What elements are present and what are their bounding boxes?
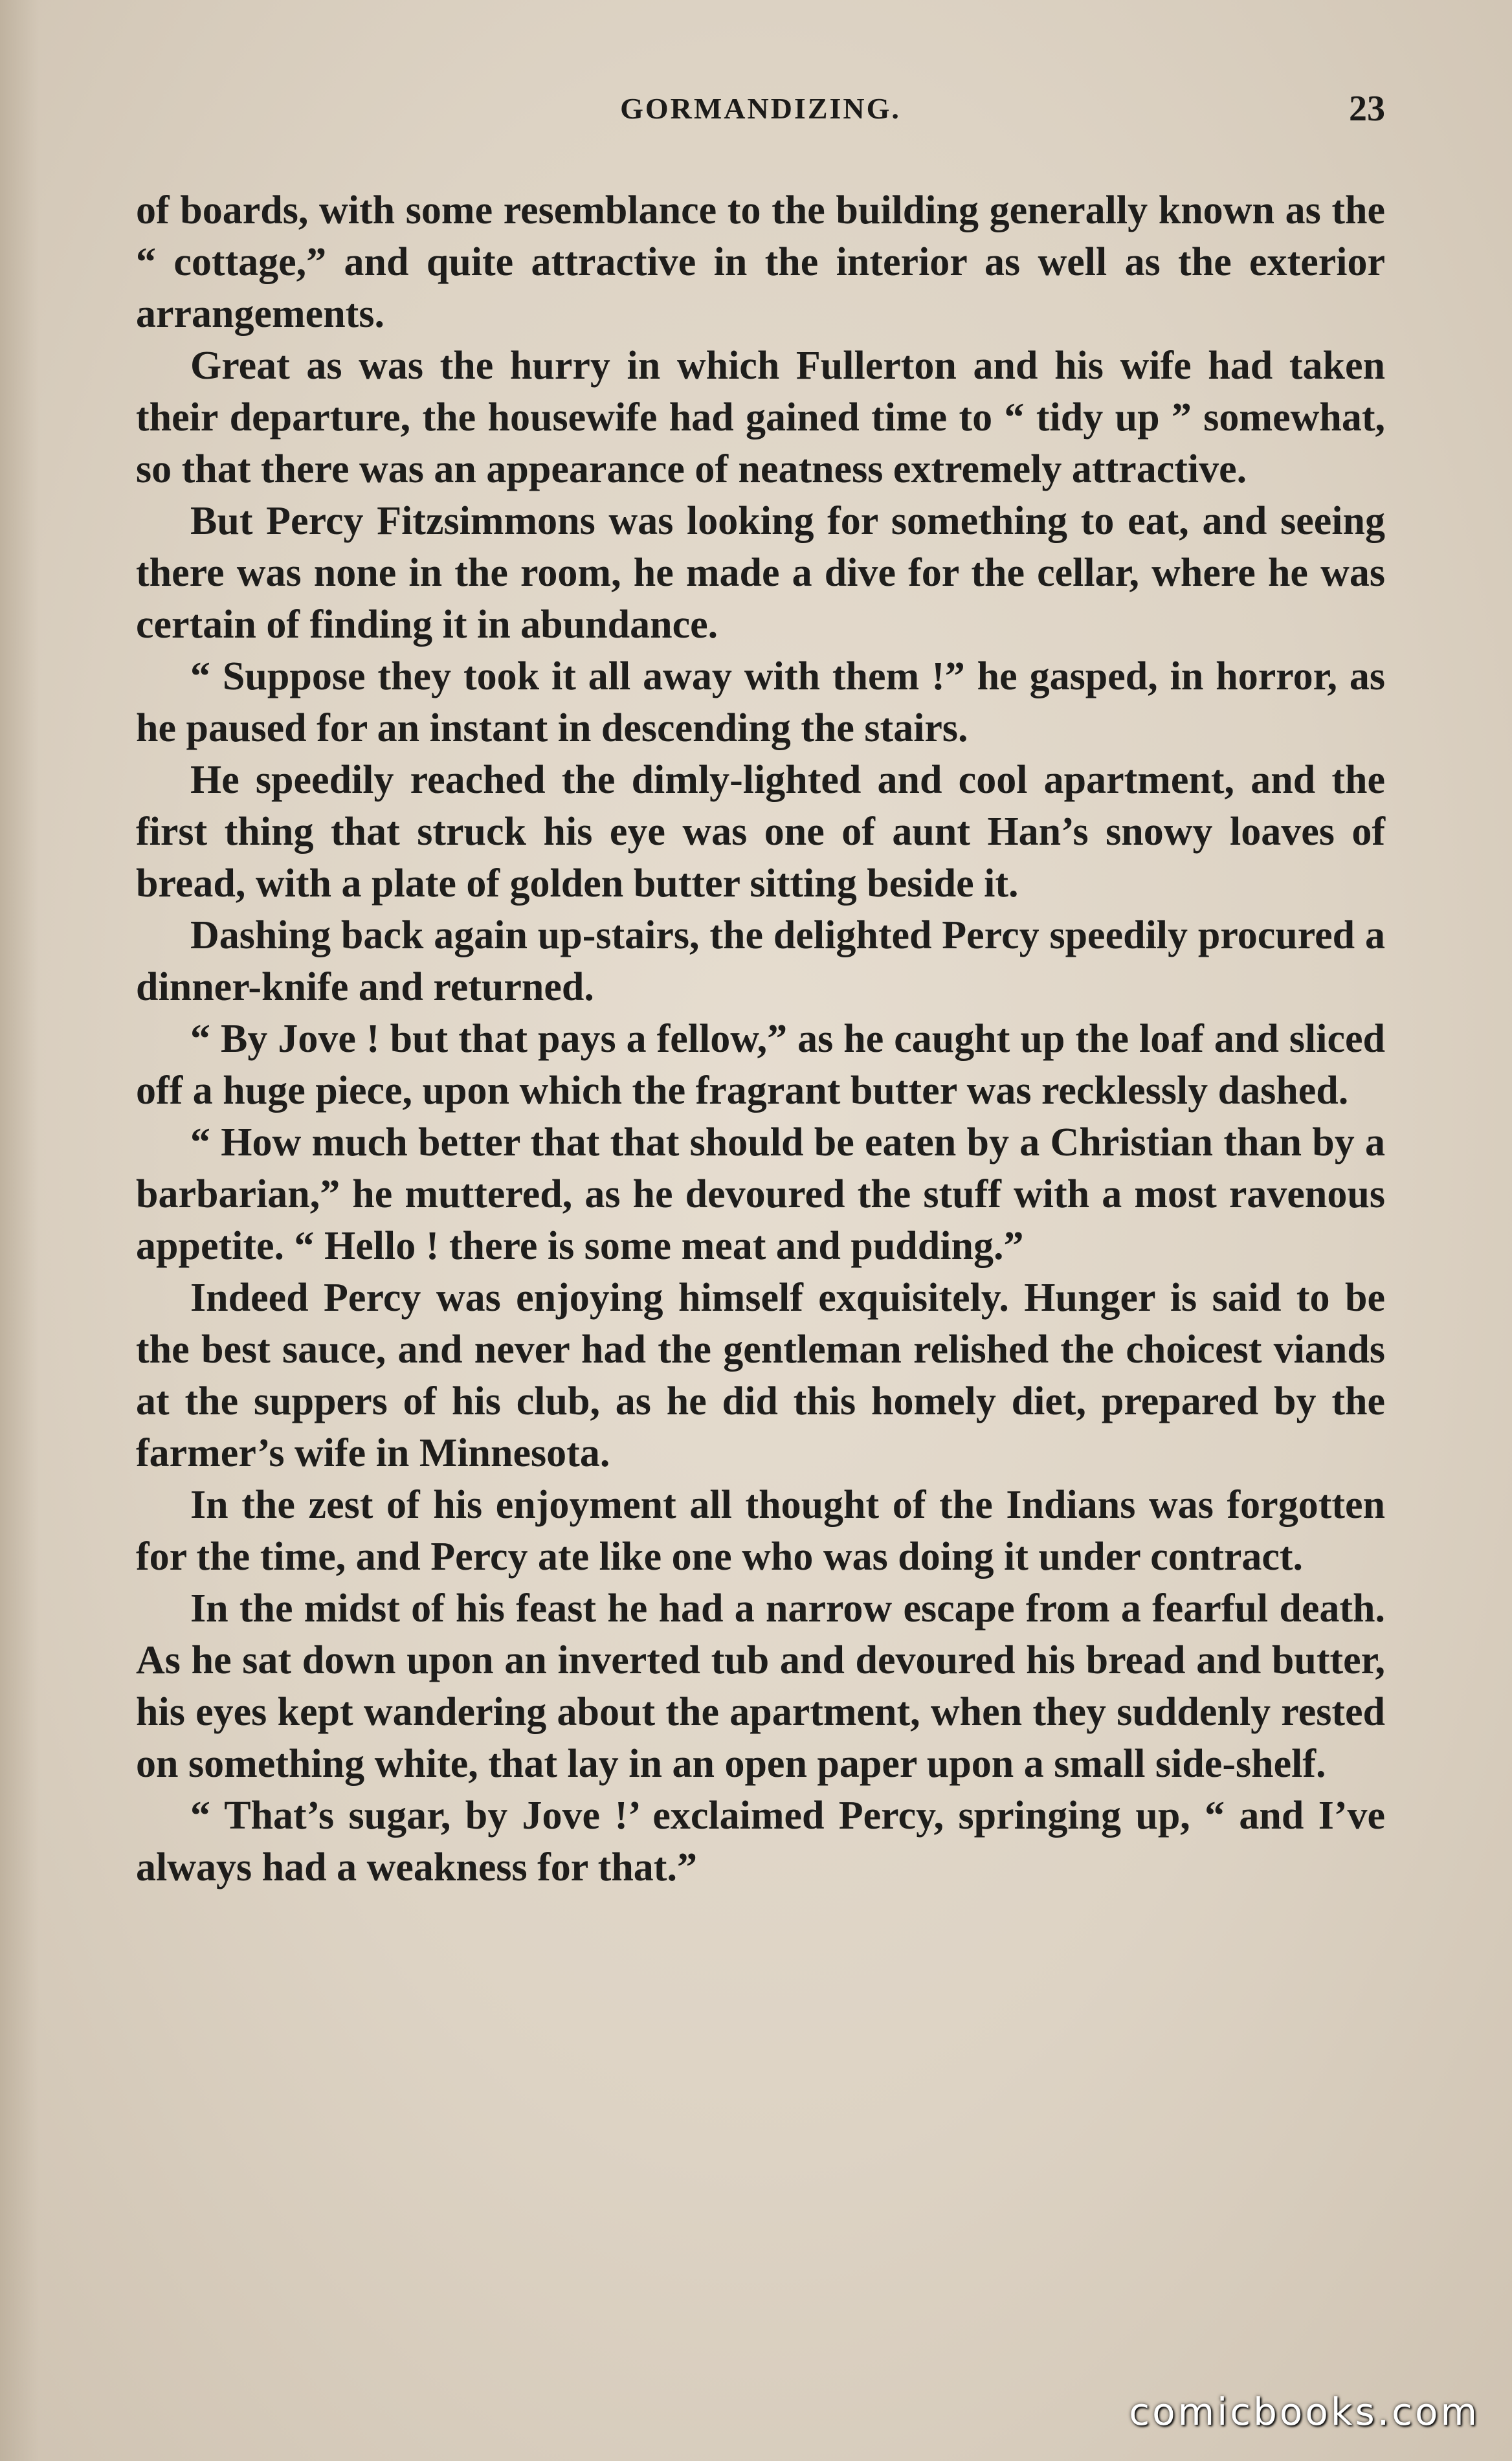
page-edge-shadow: [0, 0, 39, 2461]
paragraph-1: of boards, with some resemblance to the building generally known as the “ cottage,” and quite attractive in the interior as well as the exterior arrangements.: [136, 188, 1385, 336]
paragraph-7: “ By Jove ! but that pays a fellow,” as he caught up the loaf and sliced off a huge piece, upon which the fragrant butter was recklessly dashed.: [136, 1017, 1385, 1113]
paragraph-4: “ Suppose they took it all away with them !” he gasped, in horror, as he paused for an instant in descending the stairs.: [136, 654, 1385, 750]
site-watermark: comicbooks.com: [1129, 2390, 1480, 2434]
paragraph-3: But Percy Fitzsimmons was looking for something to eat, and seeing there was none in the room, he made a dive for the cellar, where he was certain of finding it in abundance.: [136, 499, 1385, 647]
paragraph-8: “ How much better that that should be eaten by a Christian than by a barbarian,” he muttered, as he devoured the stuff with a most ravenous appetite. “ Hello ! there is some meat and pudding.”: [136, 1120, 1385, 1268]
paragraph-2: Great as was the hurry in which Fullerton and his wife had taken their departure, the housewife had gained time to “ tidy up ” somewhat, so that there was an appearance of neatness extremely attractive.: [136, 344, 1385, 491]
body-text: [136, 184, 1385, 1893]
running-title: GORMANDIZING.: [620, 92, 901, 125]
paragraph-10: In the zest of his enjoyment all thought of the Indians was forgotten for the time, and Percy ate like one who was doing it under contract.: [136, 1483, 1385, 1579]
page-number: 23: [1349, 89, 1385, 129]
paragraph-9: Indeed Percy was enjoying himself exquisitely. Hunger is said to be the best sauce, and never had the gentleman relished the choicest viands at the suppers of his club, as he did this homely diet, prepared by the farmer’s wife in Minnesota.: [136, 1276, 1385, 1475]
paragraph-12: “ That’s sugar, by Jove !’ exclaimed Percy, springing up, “ and I’ve always had a weakness for that.”: [136, 1794, 1385, 1889]
paragraph-6: Dashing back again up-stairs, the delighted Percy speedily procured a dinner-knife and returned.: [136, 913, 1385, 1009]
paragraph-11: In the midst of his feast he had a narrow escape from a fearful death. As he sat down upon an inverted tub and devoured his bread and butter, his eyes kept wandering about the apartment, when they suddenly rested on something white, that lay in an open paper upon a small side-shelf.: [136, 1587, 1385, 1786]
page-header: [136, 83, 1385, 135]
paragraph-5: He speedily reached the dimly-lighted and cool apartment, and the first thing that struck his eye was one of aunt Han’s snowy loaves of bread, with a plate of golden butter sitting beside it.: [136, 758, 1385, 906]
